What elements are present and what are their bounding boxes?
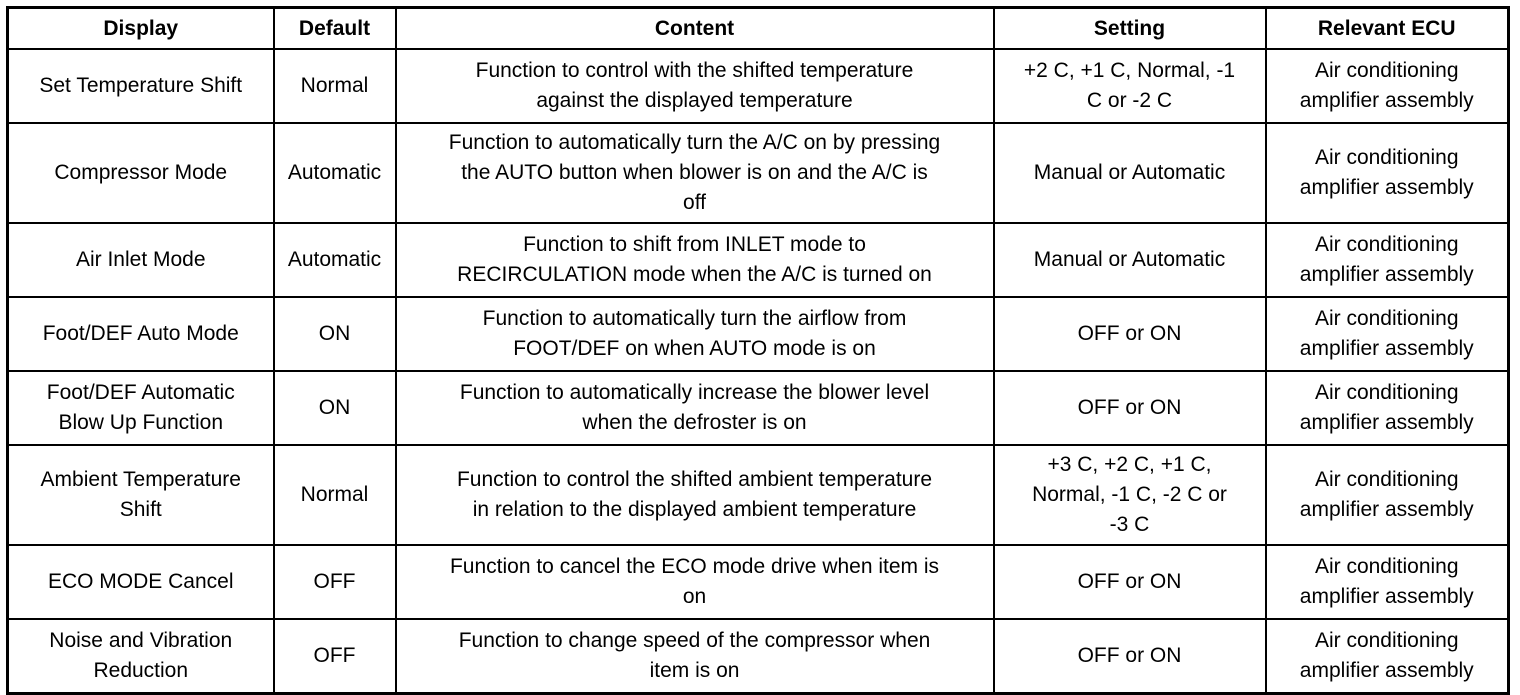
content-cell [396, 619, 994, 694]
ecu-cell [1266, 223, 1509, 297]
content-line: Function to automatically turn the airflow from [482, 307, 907, 330]
ecu-line: Air conditioning [1314, 468, 1459, 491]
content-line: Function to cancel the ECO mode drive when item is [449, 555, 940, 578]
content-cell [396, 371, 994, 445]
header-setting: Setting [994, 8, 1266, 50]
content-cell [396, 123, 994, 223]
header-row [8, 8, 1509, 50]
default-cell: Normal [274, 445, 396, 545]
setting-line: Manual or Automatic [1033, 161, 1226, 184]
content-line: on [682, 585, 707, 608]
display-line: Blow Up Function [58, 411, 224, 434]
content-line: Function to change speed of the compressor when [458, 629, 931, 652]
content-line: Function to control with the shifted temperature [475, 59, 914, 82]
default-cell: Automatic [274, 123, 396, 223]
ecu-line: amplifier assembly [1299, 89, 1474, 112]
content-line: Function to shift from INLET mode to [523, 233, 866, 256]
display-cell [8, 371, 274, 445]
default-cell: ON [274, 371, 396, 445]
setting-line: -3 C [1109, 513, 1150, 536]
display-line: Ambient Temperature [40, 468, 241, 491]
setting-line: Manual or Automatic [1033, 248, 1226, 271]
setting-cell [994, 223, 1266, 297]
ecu-line: amplifier assembly [1299, 498, 1474, 521]
setting-cell [994, 297, 1266, 371]
header-relevant-ecu: Relevant ECU [1266, 8, 1509, 50]
default-cell: OFF [274, 619, 396, 694]
ecu-line: amplifier assembly [1299, 585, 1474, 608]
ecu-cell [1266, 123, 1509, 223]
display-line: Air Inlet Mode [75, 248, 206, 271]
header-default: Default [274, 8, 396, 50]
setting-cell [994, 49, 1266, 123]
ecu-line: amplifier assembly [1299, 337, 1474, 360]
content-cell [396, 49, 994, 123]
display-line: Foot/DEF Automatic [46, 381, 235, 404]
ecu-line: amplifier assembly [1299, 411, 1474, 434]
table-row [8, 445, 1509, 545]
display-line: Set Temperature Shift [39, 74, 243, 97]
ecu-cell [1266, 445, 1509, 545]
display-cell [8, 49, 274, 123]
ecu-line: amplifier assembly [1299, 176, 1474, 199]
ecu-cell [1266, 371, 1509, 445]
display-line: Reduction [93, 659, 189, 682]
setting-line: OFF or ON [1077, 322, 1182, 345]
ecu-line: Air conditioning [1314, 555, 1459, 578]
content-line: RECIRCULATION mode when the A/C is turned on [457, 263, 932, 286]
setting-cell [994, 445, 1266, 545]
ecu-line: Air conditioning [1314, 629, 1459, 652]
content-line: in relation to the displayed ambient temperature [472, 498, 917, 521]
content-line: against the displayed temperature [536, 89, 853, 112]
table-row [8, 223, 1509, 297]
table-row [8, 371, 1509, 445]
setting-cell [994, 371, 1266, 445]
display-cell [8, 545, 274, 619]
ecu-line: Air conditioning [1314, 146, 1459, 169]
setting-cell [994, 619, 1266, 694]
setting-line: OFF or ON [1077, 644, 1182, 667]
table-row [8, 123, 1509, 223]
customize-settings-table [6, 6, 1510, 695]
content-line: off [683, 191, 706, 214]
header-content: Content [396, 8, 994, 50]
setting-line: +3 C, +2 C, +1 C, [1047, 453, 1212, 476]
display-cell [8, 123, 274, 223]
ecu-line: amplifier assembly [1299, 263, 1474, 286]
default-cell: ON [274, 297, 396, 371]
content-line: item is on [649, 659, 740, 682]
setting-line: C or -2 C [1086, 89, 1173, 112]
default-cell: OFF [274, 545, 396, 619]
display-line: Shift [119, 498, 162, 521]
content-line: the AUTO button when blower is on and the A/C is [461, 161, 928, 184]
display-line: Compressor Mode [54, 161, 228, 184]
content-cell [396, 297, 994, 371]
content-cell [396, 223, 994, 297]
ecu-line: Air conditioning [1314, 307, 1459, 330]
default-cell: Automatic [274, 223, 396, 297]
setting-line: Normal, -1 C, -2 C or [1032, 483, 1227, 506]
setting-line: OFF or ON [1077, 396, 1182, 419]
display-cell [8, 619, 274, 694]
content-line: Function to control the shifted ambient temperature [456, 468, 933, 491]
content-line: when the defroster is on [582, 411, 807, 434]
content-cell [396, 545, 994, 619]
setting-line: OFF or ON [1077, 570, 1182, 593]
ecu-cell [1266, 49, 1509, 123]
content-line: Function to automatically increase the blower level [459, 381, 930, 404]
ecu-cell [1266, 545, 1509, 619]
ecu-line: Air conditioning [1314, 59, 1459, 82]
display-line: Foot/DEF Auto Mode [42, 322, 239, 345]
content-line: Function to automatically turn the A/C on by pressing [448, 131, 941, 154]
setting-line: +2 C, +1 C, Normal, -1 [1023, 59, 1236, 82]
content-line: FOOT/DEF on when AUTO mode is on [513, 337, 876, 360]
setting-cell [994, 123, 1266, 223]
ecu-cell [1266, 619, 1509, 694]
display-line: ECO MODE Cancel [47, 570, 234, 593]
ecu-line: Air conditioning [1314, 381, 1459, 404]
setting-cell [994, 545, 1266, 619]
table-row [8, 297, 1509, 371]
display-cell [8, 445, 274, 545]
display-cell [8, 297, 274, 371]
ecu-cell [1266, 297, 1509, 371]
display-line: Noise and Vibration [49, 629, 233, 652]
table-row [8, 619, 1509, 694]
table-row [8, 49, 1509, 123]
ecu-line: Air conditioning [1314, 233, 1459, 256]
content-cell [396, 445, 994, 545]
table-row [8, 545, 1509, 619]
header-display: Display [8, 8, 274, 50]
ecu-line: amplifier assembly [1299, 659, 1474, 682]
display-cell [8, 223, 274, 297]
default-cell: Normal [274, 49, 396, 123]
